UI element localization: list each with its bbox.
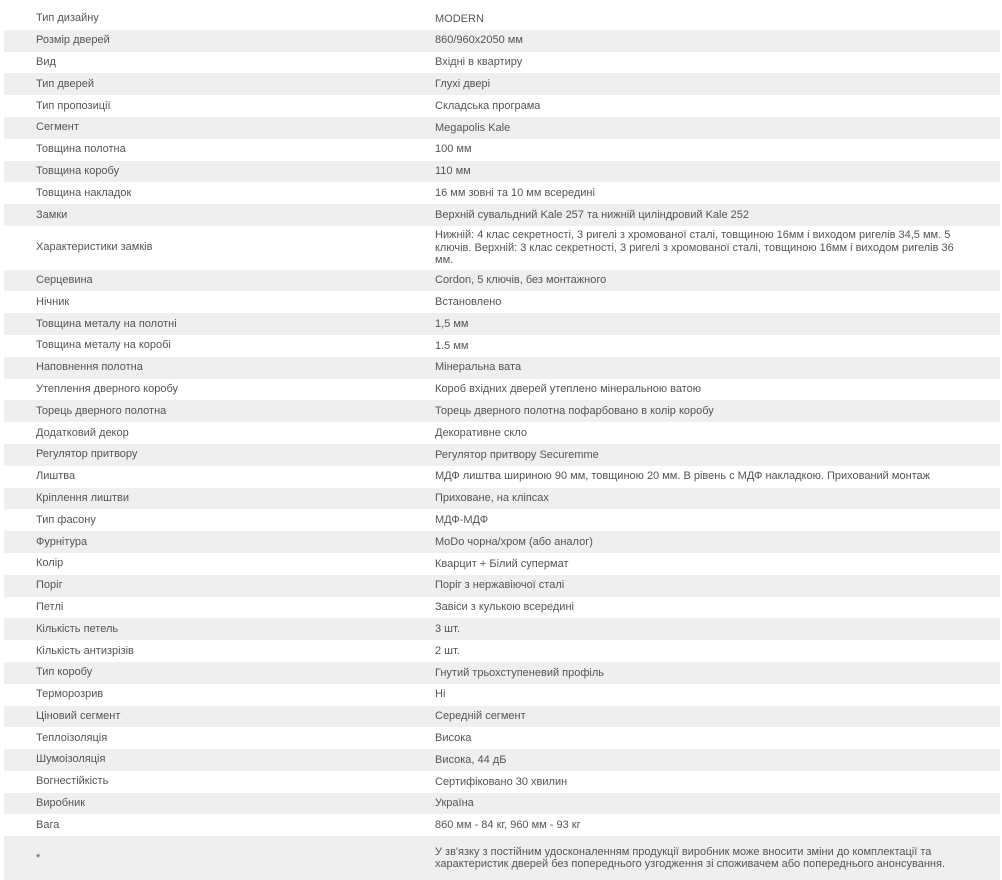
spec-row-door-type: [4, 73, 1000, 95]
spec-row-design-type: [4, 8, 1000, 30]
spec-label: Замки: [36, 208, 68, 221]
spec-value: Нижній: 4 клас секретності, 3 ригелі з хромованої сталі, товщиною 16мм і виходом ригелів 34,5 мм. 5 ключів. Верхній: 3 клас секретності, 3 ригелі з хромованої сталі, товщиною 16мм і виходом ригелів 36 мм.: [435, 229, 954, 267]
spec-value: 860/960x2050 мм: [435, 34, 523, 47]
spec-value: 1,5 мм: [435, 317, 469, 330]
spec-value: У зв'язку з постійним удосконаленням продукції виробник може вносити зміни до комплектації та характеристик дверей без попереднього узгодження зі споживачем або попереднього анонсування.: [435, 845, 945, 871]
spec-row-locks: [4, 204, 1000, 226]
spec-value: Ні: [435, 688, 446, 701]
spec-label: Тип дизайну: [36, 12, 99, 25]
spec-label: Тип пропозиції: [36, 99, 111, 112]
spec-label: Серцевина: [36, 273, 93, 286]
spec-value: Декоративне скло: [435, 426, 527, 439]
spec-row-panel-thickness: [4, 182, 1000, 204]
spec-label: Розмір дверей: [36, 34, 110, 47]
spec-row-frame-metal: [4, 335, 1000, 357]
spec-label: Терморозрив: [36, 688, 104, 701]
spec-row-frame-thickness: [4, 161, 1000, 183]
spec-label: Колір: [36, 557, 64, 570]
spec-value: 1.5 мм: [435, 339, 469, 352]
spec-value: Торець дверного полотна пофарбовано в колір коробу: [435, 404, 714, 417]
spec-value: Вхідні в квартиру: [435, 56, 523, 69]
spec-label: Товщина полотна: [36, 143, 126, 156]
spec-label: Теплоізоляція: [36, 731, 108, 744]
spec-label: Вид: [36, 55, 56, 68]
spec-row-anti-cut-count: [4, 640, 1000, 662]
spec-row-manufacturer: [4, 793, 1000, 815]
spec-value: Короб вхідних дверей утеплено мінеральною ватою: [435, 383, 702, 396]
spec-row-seal-adjuster: [4, 444, 1000, 466]
spec-row-hardware: [4, 531, 1000, 553]
spec-value: Висока, 44 дБ: [435, 753, 507, 766]
spec-value: Складська програма: [435, 99, 541, 112]
spec-value: МДФ лиштва шириною 90 мм, товщиною 20 мм. В рівень с МДФ накладкою. Прихований монтаж: [435, 470, 931, 483]
spec-row-price-segment: [4, 706, 1000, 728]
spec-label: Характеристики замків: [36, 241, 153, 254]
spec-row-fire-resistance: [4, 771, 1000, 793]
spec-label: *: [36, 851, 41, 864]
spec-value: MODERN: [435, 12, 484, 25]
spec-row-hinge-count: [4, 618, 1000, 640]
spec-value: Верхній сувальдний Kale 257 та нижній циліндровий Kale 252: [435, 208, 750, 221]
spec-label: Виробник: [36, 797, 86, 810]
spec-value: Україна: [435, 797, 474, 810]
spec-row-door-size: [4, 30, 1000, 52]
spec-label: Тип дверей: [36, 77, 95, 90]
spec-label: Товщина металу на полотні: [36, 317, 177, 330]
spec-value: Гнутий трьохступеневий профіль: [435, 666, 605, 679]
spec-row-thermal-break: [4, 684, 1000, 706]
spec-row-thermal-insulation: [4, 727, 1000, 749]
spec-row-kind: [4, 52, 1000, 74]
spec-label: Тип фасону: [36, 513, 96, 526]
spec-label: Кріплення лиштви: [36, 491, 130, 504]
spec-label: Наповнення полотна: [36, 361, 143, 374]
spec-label: Товщина металу на коробі: [36, 339, 171, 352]
spec-row-color: [4, 553, 1000, 575]
spec-label: Петлі: [36, 600, 64, 613]
specifications-table: [4, 8, 1000, 880]
spec-value: Сертифіковано 30 хвилин: [435, 775, 568, 788]
spec-label: Вага: [36, 818, 60, 831]
spec-label: Шумоізоляція: [36, 753, 106, 766]
spec-label: Нічник: [36, 295, 70, 308]
spec-row-weight: [4, 814, 1000, 836]
spec-label: Лиштва: [36, 470, 76, 483]
spec-value: 100 мм: [435, 143, 472, 156]
spec-label: Вогнестійкість: [36, 775, 109, 788]
spec-label: Ціновий сегмент: [36, 709, 121, 722]
spec-label: Поріг: [36, 579, 63, 592]
spec-label: Кількість антизрізів: [36, 644, 134, 657]
spec-row-leaf-filling: [4, 357, 1000, 379]
spec-label: Регулятор притвору: [36, 448, 138, 461]
spec-value: MoDo чорна/хром (або аналог): [435, 535, 593, 548]
spec-value: Мінеральна вата: [435, 361, 522, 374]
spec-row-style: [4, 509, 1000, 531]
spec-row-leaf-thickness: [4, 139, 1000, 161]
spec-label: Кількість петель: [36, 622, 119, 635]
spec-value: 110 мм: [435, 165, 471, 178]
spec-label: Утеплення дверного коробу: [36, 382, 179, 395]
spec-row-hinges: [4, 597, 1000, 619]
spec-label: Товщина коробу: [36, 164, 120, 177]
spec-value: Кварцит + Білий супермат: [435, 557, 569, 570]
spec-row-frame-insulation: [4, 379, 1000, 401]
spec-value: Поріг з нержавіючої сталі: [435, 579, 565, 592]
spec-row-leaf-edge: [4, 400, 1000, 422]
spec-value: Завіси з кулькою всередині: [435, 601, 574, 614]
spec-label: Фурнітура: [36, 535, 88, 548]
spec-row-frame-type: [4, 662, 1000, 684]
spec-row-night-latch: [4, 291, 1000, 313]
spec-value: Середній сегмент: [435, 710, 526, 723]
spec-value: 860 мм - 84 кг, 960 мм - 93 кг: [435, 819, 581, 832]
spec-value: 16 мм зовні та 10 мм всередині: [435, 187, 595, 200]
spec-value: Висока: [435, 731, 472, 744]
spec-row-extra-decor: [4, 422, 1000, 444]
spec-label: Сегмент: [36, 121, 79, 134]
spec-value: МДФ-МДФ: [435, 513, 489, 526]
spec-value: Глухі двері: [435, 78, 491, 91]
spec-row-casing-mount: [4, 488, 1000, 510]
spec-value: Приховане, на кліпсах: [435, 492, 549, 505]
spec-value: Cordon, 5 ключів, без монтажного: [435, 274, 607, 287]
spec-label: Товщина накладок: [36, 186, 132, 199]
spec-row-cylinder: [4, 270, 1000, 292]
spec-value: 2 шт.: [435, 644, 460, 657]
spec-row-casing: [4, 466, 1000, 488]
spec-label: Тип коробу: [36, 666, 93, 679]
spec-value: Встановлено: [435, 296, 502, 308]
spec-label: Торець дверного полотна: [36, 404, 167, 417]
spec-row-segment: [4, 117, 1000, 139]
spec-row-threshold: [4, 575, 1000, 597]
spec-label: Додатковий декор: [36, 426, 129, 439]
spec-row-offer-type: [4, 95, 1000, 117]
spec-row-leaf-metal: [4, 313, 1000, 335]
spec-row-sound-insulation: [4, 749, 1000, 771]
spec-value: 3 шт.: [435, 622, 460, 635]
spec-row-lock-characteristics: [4, 226, 1000, 270]
spec-row-disclaimer: [4, 836, 1000, 880]
spec-value: Регулятор притвору Securemme: [435, 448, 599, 461]
spec-value: Megapolis Kale: [435, 121, 511, 134]
